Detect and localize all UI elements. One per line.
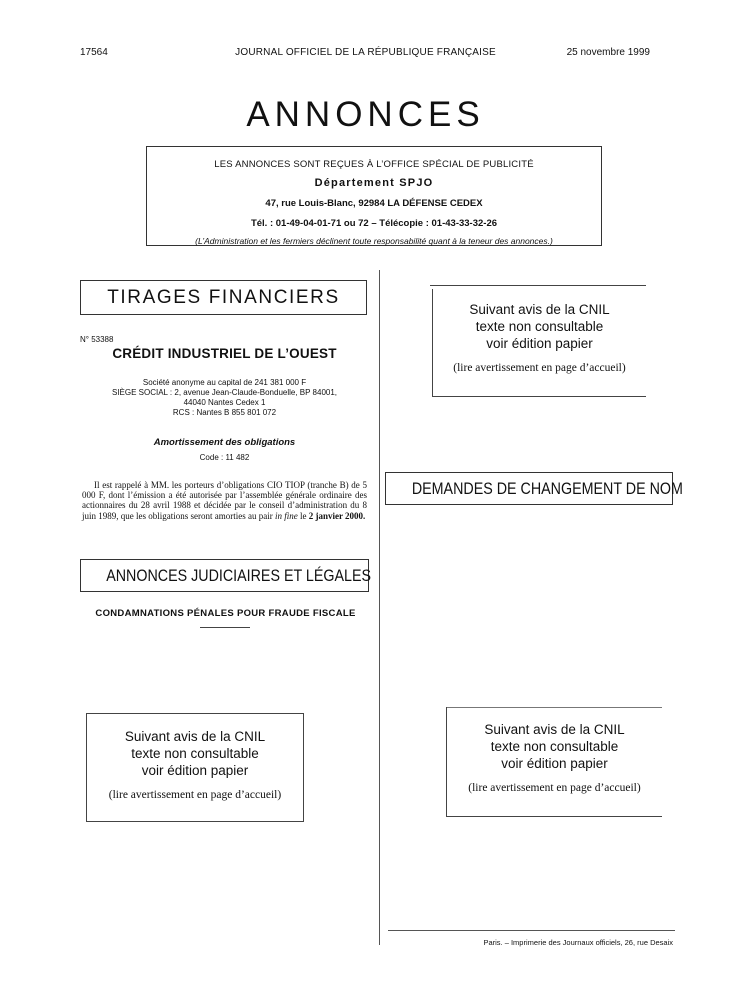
- subsection-rule: [200, 627, 250, 628]
- cnil-line-edition: voir édition papier: [486, 336, 593, 351]
- cnil-line-non-consultable: texte non consultable: [131, 746, 259, 761]
- cnil-line-avertissement: (lire avertissement en page d’accueil): [468, 782, 641, 794]
- cnil-line-avertissement: (lire avertissement en page d’accueil): [108, 789, 282, 801]
- section-title-annonces: ANNONCES JUDICIAIRES ET LÉGALES: [106, 566, 372, 585]
- issuer-name: CRÉDIT INDUSTRIEL DE L’OUEST: [112, 346, 337, 361]
- issuer-legal-info: [82, 378, 367, 418]
- legal-line: 44040 Nantes Cedex 1: [183, 398, 266, 407]
- notice-number: N° 53388: [80, 335, 114, 344]
- cnil-line-avis: Suivant avis de la CNIL: [469, 302, 610, 317]
- body-text-date: 2 janvier 2000.: [308, 510, 366, 521]
- cnil-notice-box: [446, 707, 662, 817]
- cnil-notice-box: [86, 713, 304, 822]
- footer-rule: [388, 930, 675, 931]
- notice-line-office: LES ANNONCES SONT REÇUES À L’OFFICE SPÉCIAL DE PUBLICITÉ: [214, 159, 534, 170]
- section-header-tirages: [80, 280, 367, 315]
- cnil-line-edition: voir édition papier: [141, 763, 249, 778]
- column-divider: [379, 270, 380, 945]
- printer-footer: Paris. – Imprimerie des Journaux officiels, 26, rue Desaix: [483, 938, 673, 947]
- cnil-box-top-rule: [430, 285, 646, 286]
- legal-line: RCS : Nantes B 855 801 072: [172, 408, 277, 417]
- notice-line-address: 47, rue Louis-Blanc, 92984 LA DÉFENSE CEDEX: [265, 198, 483, 209]
- notice-line-phone: Tél. : 01-49-04-01-71 ou 72 – Télécopie : 01-43-33-32-26: [250, 218, 498, 229]
- body-text-italic: in fine: [274, 510, 298, 521]
- issue-date: 25 novembre 1999: [566, 47, 650, 58]
- article-subject: Amortissement des obligations: [153, 437, 296, 448]
- cnil-line-avis: Suivant avis de la CNIL: [484, 722, 625, 737]
- cnil-line-edition: voir édition papier: [501, 756, 608, 771]
- section-title-tirages: TIRAGES FINANCIERS: [107, 287, 340, 308]
- legal-line: Société anonyme au capital de 241 381 000 F: [142, 378, 307, 387]
- journal-title: JOURNAL OFFICIEL DE LA RÉPUBLIQUE FRANÇAISE: [235, 47, 496, 58]
- notice-line-department: Département SPJO: [314, 177, 434, 189]
- section-title-demandes: DEMANDES DE CHANGEMENT DE NOM: [411, 479, 683, 498]
- section-header-annonces: [80, 559, 372, 592]
- legal-line: SIÈGE SOCIAL : 2, avenue Jean-Claude-Bonduelle, BP 84001,: [111, 388, 338, 397]
- body-text-main: Il est rappelé à MM. les porteurs d’obligations CIO TIOP (tranche B) de 5 000 F, dont l’émission a été autorisée par l’assemblée générale ordinaire des actionnaires du 28 avril 1988 et décidée par le conseil d’administration du 8 juin 1989, que les obligations seront amorties au pair: [82, 480, 367, 521]
- subsection-condamnations: CONDAMNATIONS PÉNALES POUR FRAUDE FISCALE: [95, 608, 356, 619]
- article-code: Code : 11 482: [199, 453, 250, 462]
- cnil-line-non-consultable: texte non consultable: [475, 319, 604, 334]
- publicity-notice-box: [146, 146, 602, 246]
- notice-disclaimer: (L’Administration et les fermiers déclinent toute responsabilité quant à la teneur des annonces.): [195, 236, 553, 246]
- article-body: [82, 480, 367, 521]
- page-title: ANNONCES: [246, 95, 485, 134]
- cnil-line-avertissement: (lire avertissement en page d’accueil): [453, 362, 626, 374]
- body-text-connector: le: [297, 510, 309, 521]
- page-number: 17564: [80, 47, 108, 58]
- section-header-demandes: [385, 472, 683, 505]
- cnil-notice-box: [432, 289, 646, 397]
- cnil-line-avis: Suivant avis de la CNIL: [124, 729, 266, 744]
- cnil-line-non-consultable: texte non consultable: [490, 739, 619, 754]
